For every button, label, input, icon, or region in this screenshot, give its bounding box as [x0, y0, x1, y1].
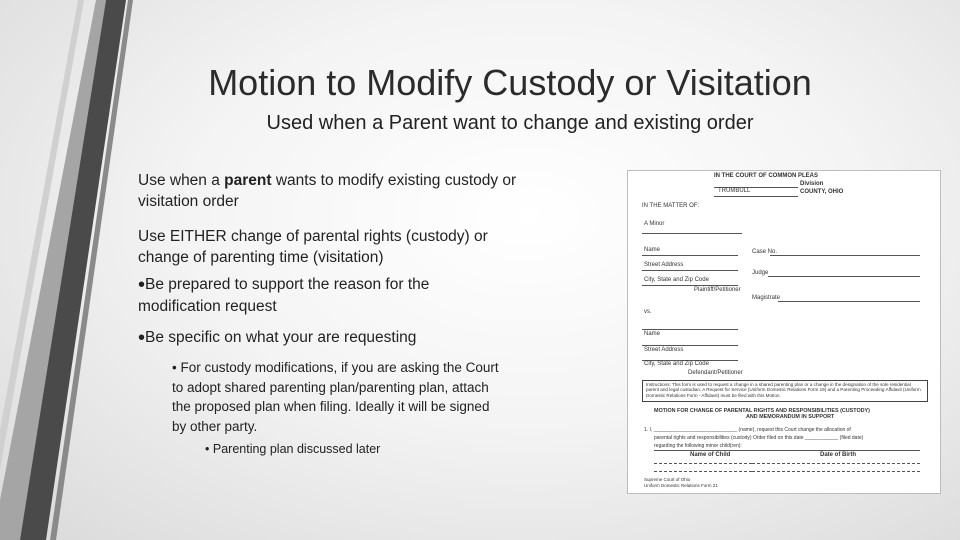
form-name: Name: [644, 247, 661, 253]
form-line: [752, 450, 920, 451]
bullet-dot: •: [138, 327, 146, 349]
sub-bullet-dot: •: [205, 442, 210, 456]
form-plaintiff: Plaintiff/Petitioner: [694, 287, 741, 293]
slide-title: Motion to Modify Custody or Visitation: [208, 62, 812, 103]
form-city: City, State and Zip Code: [644, 277, 709, 283]
form-line: [642, 329, 738, 330]
form-vs: vs.: [644, 309, 652, 315]
form-name-2: Name: [644, 331, 661, 337]
form-line: [642, 255, 738, 256]
form-line: [752, 463, 920, 464]
form-street: Street Address: [644, 262, 684, 268]
form-line: [654, 450, 752, 451]
sub-bullet-2: [205, 442, 505, 456]
bullet-2-text: Be specific on what your are requesting: [145, 329, 417, 346]
stripe-dark: [20, 0, 126, 540]
bullet-1: [138, 274, 498, 317]
form-magistrate: Magistrate: [752, 295, 781, 301]
form-minor: A Minor: [644, 221, 665, 227]
form-item-1b: parental rights and responsibilities (custody) Order filed on this date ____________ (filed date): [654, 435, 864, 441]
form-footer-2: Uniform Domestic Relations Form 21: [644, 483, 718, 488]
form-line: [642, 345, 738, 346]
bullet-dot: •: [138, 274, 146, 296]
form-footer-1: Supreme Court of Ohio: [644, 477, 691, 482]
form-motion-title-2: AND MEMORANDUM IN SUPPORT: [746, 414, 835, 420]
bullet-1-text: Be prepared to support the reason for the modification request: [138, 276, 430, 315]
paragraph-2: Use EITHER change of parental rights (custody) or change of parenting time (visitation): [138, 228, 488, 266]
form-county-blank: TRUMBULL: [718, 188, 751, 194]
form-city-2: City, State and Zip Code: [644, 361, 709, 367]
form-defendant: Defendant/Petitioner: [688, 370, 743, 376]
body-text: [138, 170, 518, 282]
form-case-no: Case No.: [752, 249, 778, 255]
form-name-of-child: Name of Child: [690, 452, 731, 458]
form-street-2: Street Address: [644, 347, 684, 353]
sub-bullet-1: [172, 358, 502, 436]
form-line: [778, 301, 920, 302]
court-form-image: [627, 170, 941, 494]
p1-bold: parent: [224, 172, 272, 189]
form-line: [642, 233, 742, 234]
form-instructions: Instructions: This form is used to request a change in a shared parenting plan or a change in the designation of the sole residential parent and legal custodian. A Request for Service (Uniform Domestic Relations Form 19) and a Parenting Proceeding Affidavit (Uniform Domestic Relations Form - Affidavit) must be filed with this Motion.: [642, 380, 928, 402]
bullet-2: [138, 327, 498, 349]
sub-bullet-dot: •: [172, 360, 177, 375]
p1-pre: Use when a: [138, 172, 225, 189]
form-line: [752, 471, 920, 472]
form-motion-title-1: MOTION FOR CHANGE OF PARENTAL RIGHTS AND RESPONSIBILITIES (CUSTODY): [654, 408, 870, 414]
form-line: [642, 270, 738, 271]
form-line: [654, 471, 752, 472]
form-county: COUNTY, OHIO: [800, 189, 844, 195]
form-item-1c: regarding the following minor child(ren):: [654, 443, 742, 449]
form-dob: Date of Birth: [820, 452, 856, 458]
sub-bullet-2-text: Parenting plan discussed later: [212, 442, 381, 456]
sub-bullet-1-text: For custody modifications, if you are asking the Court to adopt shared parenting plan/parenting plan, attach the proposed plan when filing. Ideally it will be signed by other party.: [172, 360, 499, 434]
form-division: Division: [800, 181, 824, 187]
paragraph-1: [138, 170, 518, 212]
form-line: [768, 276, 920, 277]
p1-post: wants to modify existing custody or visitation order: [138, 172, 517, 210]
form-line: [770, 255, 920, 256]
slide-subtitle: Used when a Parent want to change and existing order: [266, 112, 754, 134]
form-line: [654, 463, 752, 464]
form-court: IN THE COURT OF COMMON PLEAS: [714, 173, 818, 179]
form-line: [714, 196, 798, 197]
form-judge: Judge: [752, 270, 769, 276]
form-line: [642, 285, 738, 286]
form-item-1: 1. I, ______________________________ (name), request this Court change the allocation of: [644, 427, 851, 433]
form-matter: IN THE MATTER OF:: [642, 203, 700, 209]
